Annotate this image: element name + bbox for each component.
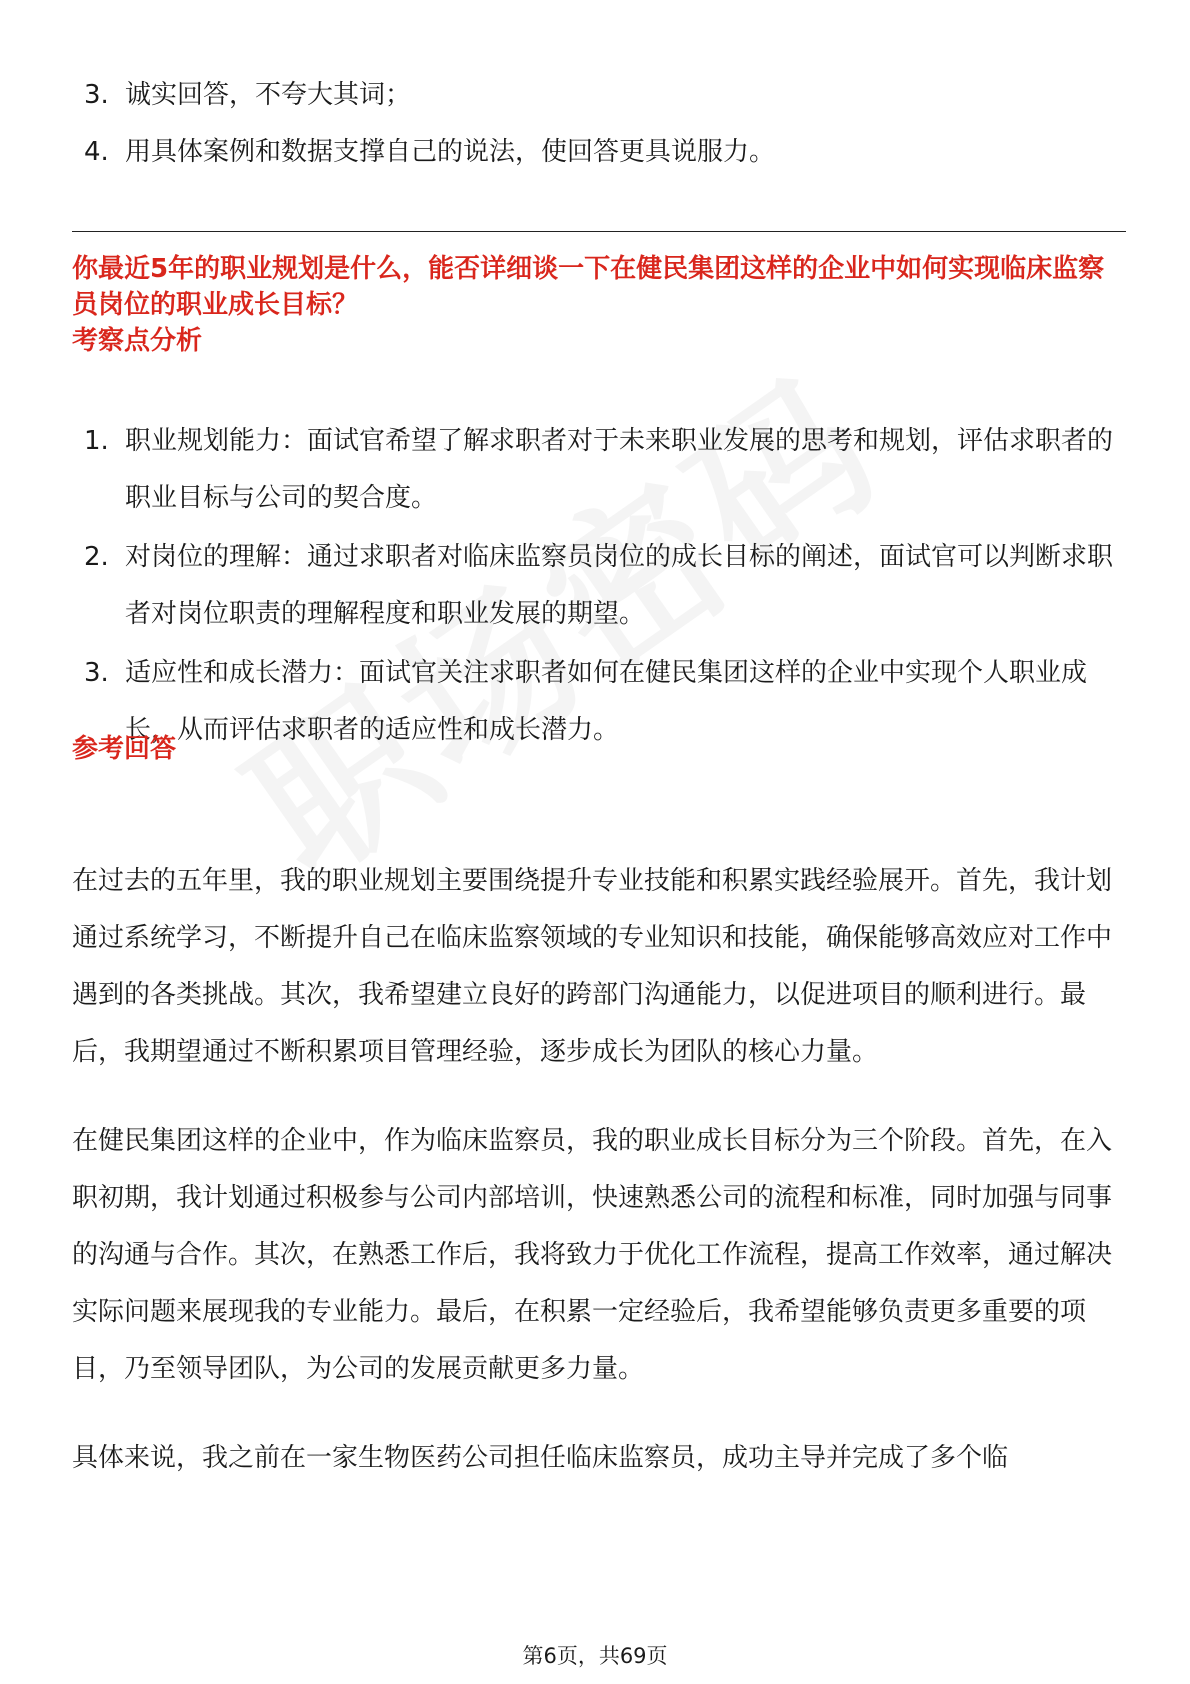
analysis-heading: 考察点分析 xyxy=(72,326,203,356)
list-number: 2. xyxy=(84,542,109,572)
list-item xyxy=(72,124,1126,181)
list-item xyxy=(72,67,1126,124)
list-number: 4. xyxy=(84,137,109,167)
list-text: 用具体案例和数据支撑自己的说法，使回答更具说服力。 xyxy=(125,137,776,167)
list-number: 3. xyxy=(84,658,109,688)
list-text: 职业规划能力：面试官希望了解求职者对于未来职业发展的思考和规划，评估求职者的职业目标与公司的契合度。 xyxy=(125,426,1114,513)
tips-list xyxy=(72,67,1126,181)
list-text: 诚实回答，不夸大其词； xyxy=(125,80,412,110)
analysis-list xyxy=(72,413,1126,761)
page-footer: 第6页，共69页 xyxy=(522,1644,668,1668)
answer-body xyxy=(72,853,1126,1519)
list-text: 对岗位的理解：通过求职者对临床监察员岗位的成长目标的阐述，面试官可以判断求职者对岗位职责的理解程度和职业发展的期望。 xyxy=(125,542,1114,629)
answer-paragraph: 在健民集团这样的企业中，作为临床监察员，我的职业成长目标分为三个阶段。首先，在入职初期，我计划通过积极参与公司内部培训，快速熟悉公司的流程和标准，同时加强与同事的沟通与合作。其次，在熟悉工作后，我将致力于优化工作流程，提高工作效率，通过解决实际问题来展现我的专业能力。最后，在积累一定经验后，我希望能够负责更多重要的项目，乃至领导团队，为公司的发展贡献更多力量。 xyxy=(72,1126,1113,1384)
list-number: 3. xyxy=(84,80,109,110)
answer-heading: 参考回答 xyxy=(72,734,177,764)
answer-paragraph: 具体来说，我之前在一家生物医药公司担任临床监察员，成功主导并完成了多个临 xyxy=(72,1443,1009,1473)
question-heading: 你最近5年的职业规划是什么，能否详细谈一下在健民集团这样的企业中如何实现临床监察员岗位的职业成长目标？ xyxy=(72,254,1105,320)
document-page xyxy=(72,0,1126,1684)
section-divider xyxy=(72,231,1126,232)
list-item xyxy=(72,645,1126,759)
answer-paragraph: 在过去的五年里，我的职业规划主要围绕提升专业技能和积累实践经验展开。首先，我计划通过系统学习，不断提升自己在临床监察领域的专业知识和技能，确保能够高效应对工作中遇到的各类挑战。其次，我希望建立良好的跨部门沟通能力，以促进项目的顺利进行。最后，我期望通过不断积累项目管理经验，逐步成长为团队的核心力量。 xyxy=(72,866,1113,1067)
list-item xyxy=(72,529,1126,643)
list-number: 1. xyxy=(84,426,109,456)
list-item xyxy=(72,413,1126,527)
list-text: 适应性和成长潜力：面试官关注求职者如何在健民集团这样的企业中实现个人职业成长，从而评估求职者的适应性和成长潜力。 xyxy=(125,658,1088,745)
